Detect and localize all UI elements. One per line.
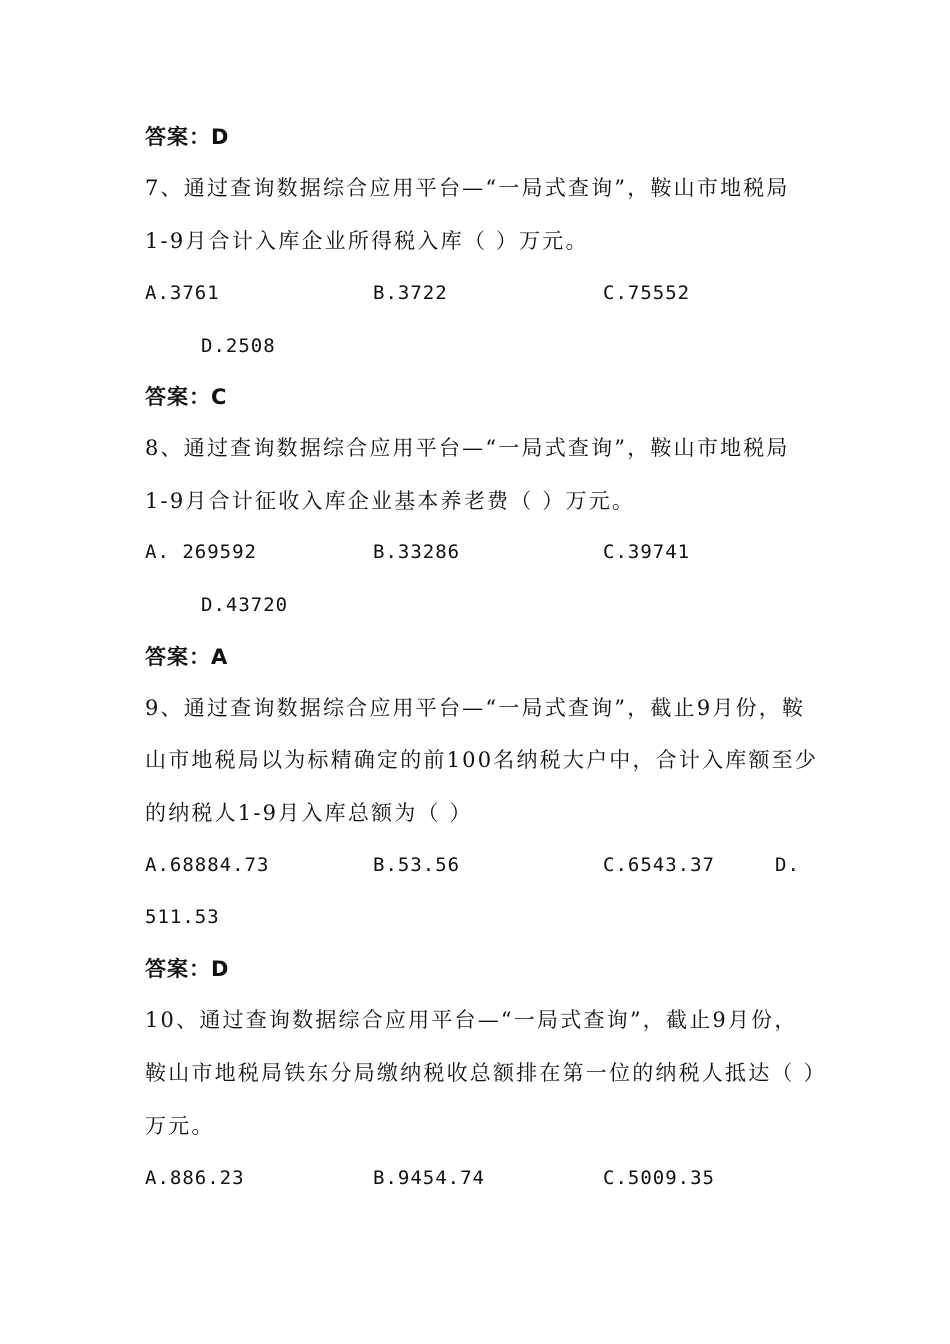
answer-q7: 答案：C: [145, 385, 228, 409]
question-7-line-2: 1-9月合计入库企业所得税入库（ ）万元。: [145, 229, 589, 253]
q8-option-a: A. 269592: [145, 541, 257, 563]
q10-option-a: A.886.23: [145, 1167, 245, 1189]
answer-q8: 答案：A: [145, 645, 229, 669]
answer-q6: 答案：D: [145, 125, 230, 149]
q7-option-a: A.3761: [145, 282, 220, 304]
answer-q9: 答案：D: [145, 957, 230, 981]
question-10-line-2: 鞍山市地税局铁东分局缴纳税收总额排在第一位的纳税人抵达（ ）: [145, 1061, 827, 1085]
q10-option-b: B.9454.74: [373, 1167, 485, 1189]
q9-option-a: A.68884.73: [145, 854, 270, 876]
q9-option-c: C.6543.37: [603, 854, 715, 876]
question-9-line-3: 的纳税人1-9月入库总额为（ ）: [145, 801, 473, 825]
q9-option-d-prefix: D.: [775, 854, 800, 876]
q8-option-b: B.33286: [373, 541, 461, 563]
question-7-line-1: 7、通过查询数据综合应用平台—“一局式查询”，鞍山市地税局: [145, 176, 790, 200]
q10-option-c: C.5009.35: [603, 1167, 715, 1189]
question-10-line-3: 万元。: [145, 1114, 215, 1138]
question-8-line-2: 1-9月合计征收入库企业基本养老费（ ）万元。: [145, 489, 636, 513]
question-8-line-1: 8、通过查询数据综合应用平台—“一局式查询”，鞍山市地税局: [145, 436, 790, 460]
q8-option-d: D.43720: [201, 594, 289, 616]
q7-option-c: C.75552: [603, 282, 691, 304]
q7-option-d: D.2508: [201, 335, 276, 357]
question-9-line-2: 山市地税局以为标精确定的前100名纳税大户中，合计入库额至少: [145, 748, 819, 772]
question-10-line-1: 10、通过查询数据综合应用平台—“一局式查询”，截止9月份，: [145, 1008, 798, 1032]
q9-option-b: B.53.56: [373, 854, 461, 876]
q8-option-c: C.39741: [603, 541, 691, 563]
q9-option-d-value: 511.53: [145, 906, 220, 928]
q7-option-b: B.3722: [373, 282, 448, 304]
question-9-line-1: 9、通过查询数据综合应用平台—“一局式查询”，截止9月份，鞍: [145, 696, 806, 720]
